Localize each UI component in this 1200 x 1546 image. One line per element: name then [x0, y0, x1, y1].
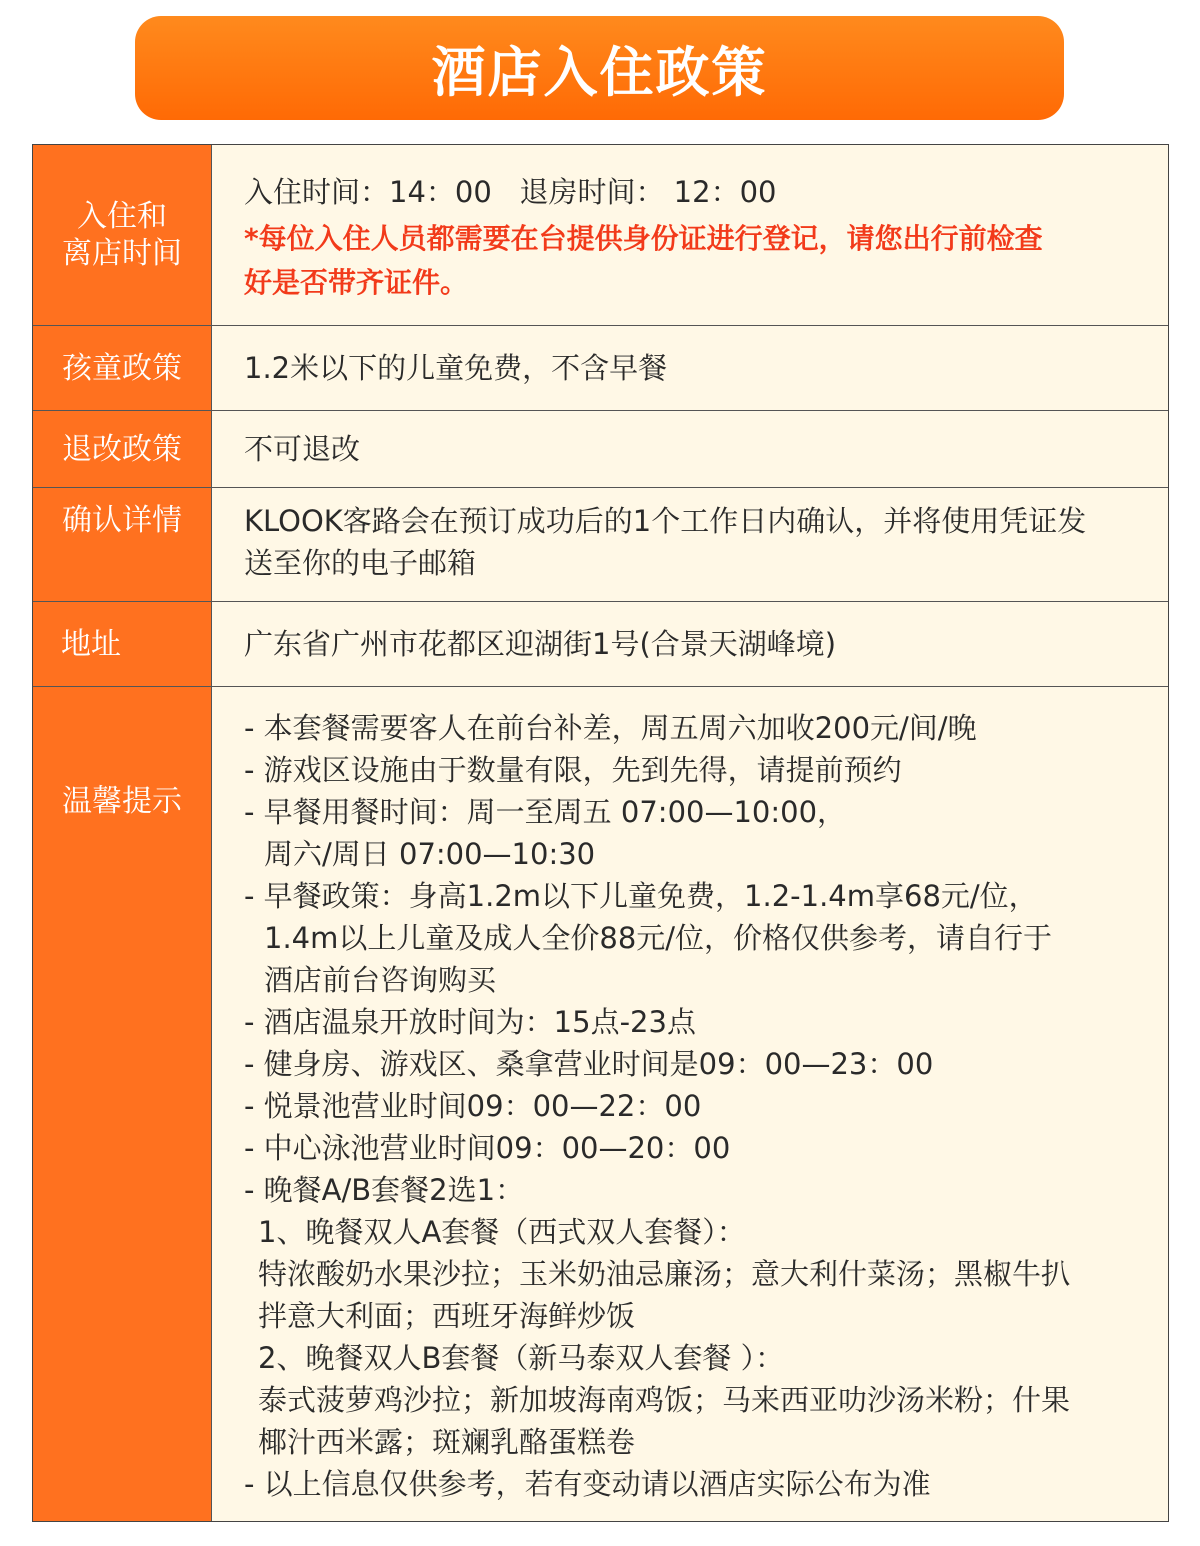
tip-line: - 游戏区设施由于数量有限，先到先得，请提前预约 [244, 753, 902, 787]
tip-line: - 酒店温泉开放时间为：15点-23点 [244, 1005, 696, 1039]
policy-table [32, 144, 1169, 1522]
tip-line: - 早餐用餐时间：周一至周五 07:00—10:00， [244, 795, 847, 829]
label-checkin-line2: 离店时间 [62, 236, 182, 271]
tip-line: - 早餐政策：身高1.2m以下儿童免费，1.2-1.4m享68元/位， [244, 879, 1038, 913]
label-confirm: 确认详情 [33, 488, 212, 601]
tip-line: 椰汁西米露；斑斓乳酪蛋糕卷 [258, 1425, 636, 1459]
row-address [33, 602, 1168, 687]
title-banner [135, 16, 1064, 120]
tip-line: 拌意大利面；西班牙海鲜炒饭 [258, 1299, 636, 1333]
content-tips [212, 687, 1168, 1521]
confirm-line1: KLOOK客路会在预订成功后的1个工作日内确认，并将使用凭证发 [244, 504, 1087, 538]
tip-line: - 晚餐A/B套餐2选1： [244, 1173, 525, 1207]
content-checkin [212, 145, 1168, 325]
tip-line: 1.4m以上儿童及成人全价88元/位，价格仅供参考，请自行于 [264, 921, 1053, 955]
page-title: 酒店入住政策 [431, 40, 768, 104]
label-address: 地址 [33, 602, 212, 686]
tip-line: 周六/周日 07:00—10:30 [264, 837, 596, 871]
label-refund: 退改政策 [33, 411, 212, 487]
tip-line: 1、晚餐双人A套餐（西式双人套餐）： [258, 1215, 746, 1249]
label-children: 孩童政策 [33, 326, 212, 410]
confirm-line2: 送至你的电子邮箱 [244, 546, 477, 580]
row-tips [33, 687, 1168, 1521]
label-checkin-line1: 入住和 [77, 199, 167, 234]
row-children [33, 326, 1168, 411]
content-refund [212, 411, 1168, 487]
tip-line: - 以上信息仅供参考，若有变动请以酒店实际公布为准 [244, 1467, 931, 1501]
id-warning-line1: *每位入住人员都需要在台提供身份证进行登记，请您出行前检查 [244, 222, 1043, 255]
content-children [212, 326, 1168, 410]
tip-line: - 中心泳池营业时间09：00—20：00 [244, 1131, 731, 1165]
label-tips: 温馨提示 [33, 687, 212, 1521]
address-text: 广东省广州市花都区迎湖街1号(合景天湖峰境) [244, 627, 837, 661]
tip-line: 特浓酸奶水果沙拉；玉米奶油忌廉汤；意大利什菜汤；黑椒牛扒 [258, 1257, 1071, 1291]
id-warning-line2: 好是否带齐证件。 [244, 266, 469, 299]
label-checkin [33, 145, 212, 325]
row-confirm [33, 488, 1168, 602]
tip-line: 泰式菠萝鸡沙拉；新加坡海南鸡饭；马来西亚叻沙汤米粉；什果 [258, 1383, 1071, 1417]
children-policy-text: 1.2米以下的儿童免费，不含早餐 [244, 351, 668, 385]
tip-line: 2、晚餐双人B套餐（新马泰双人套餐 ）： [258, 1341, 785, 1375]
row-refund [33, 411, 1168, 488]
tip-line: - 健身房、游戏区、桑拿营业时间是09：00—23：00 [244, 1047, 934, 1081]
tip-line: - 悦景池营业时间09：00—22：00 [244, 1089, 702, 1123]
content-address [212, 602, 1168, 686]
content-confirm [212, 488, 1168, 601]
tip-line: 酒店前台咨询购买 [264, 963, 497, 997]
row-checkin [33, 145, 1168, 326]
checkin-times: 入住时间：14：00 退房时间： 12：00 [244, 175, 777, 209]
refund-policy-text: 不可退改 [244, 432, 361, 466]
tip-line: - 本套餐需要客人在前台补差，周五周六加收200元/间/晚 [244, 711, 977, 745]
